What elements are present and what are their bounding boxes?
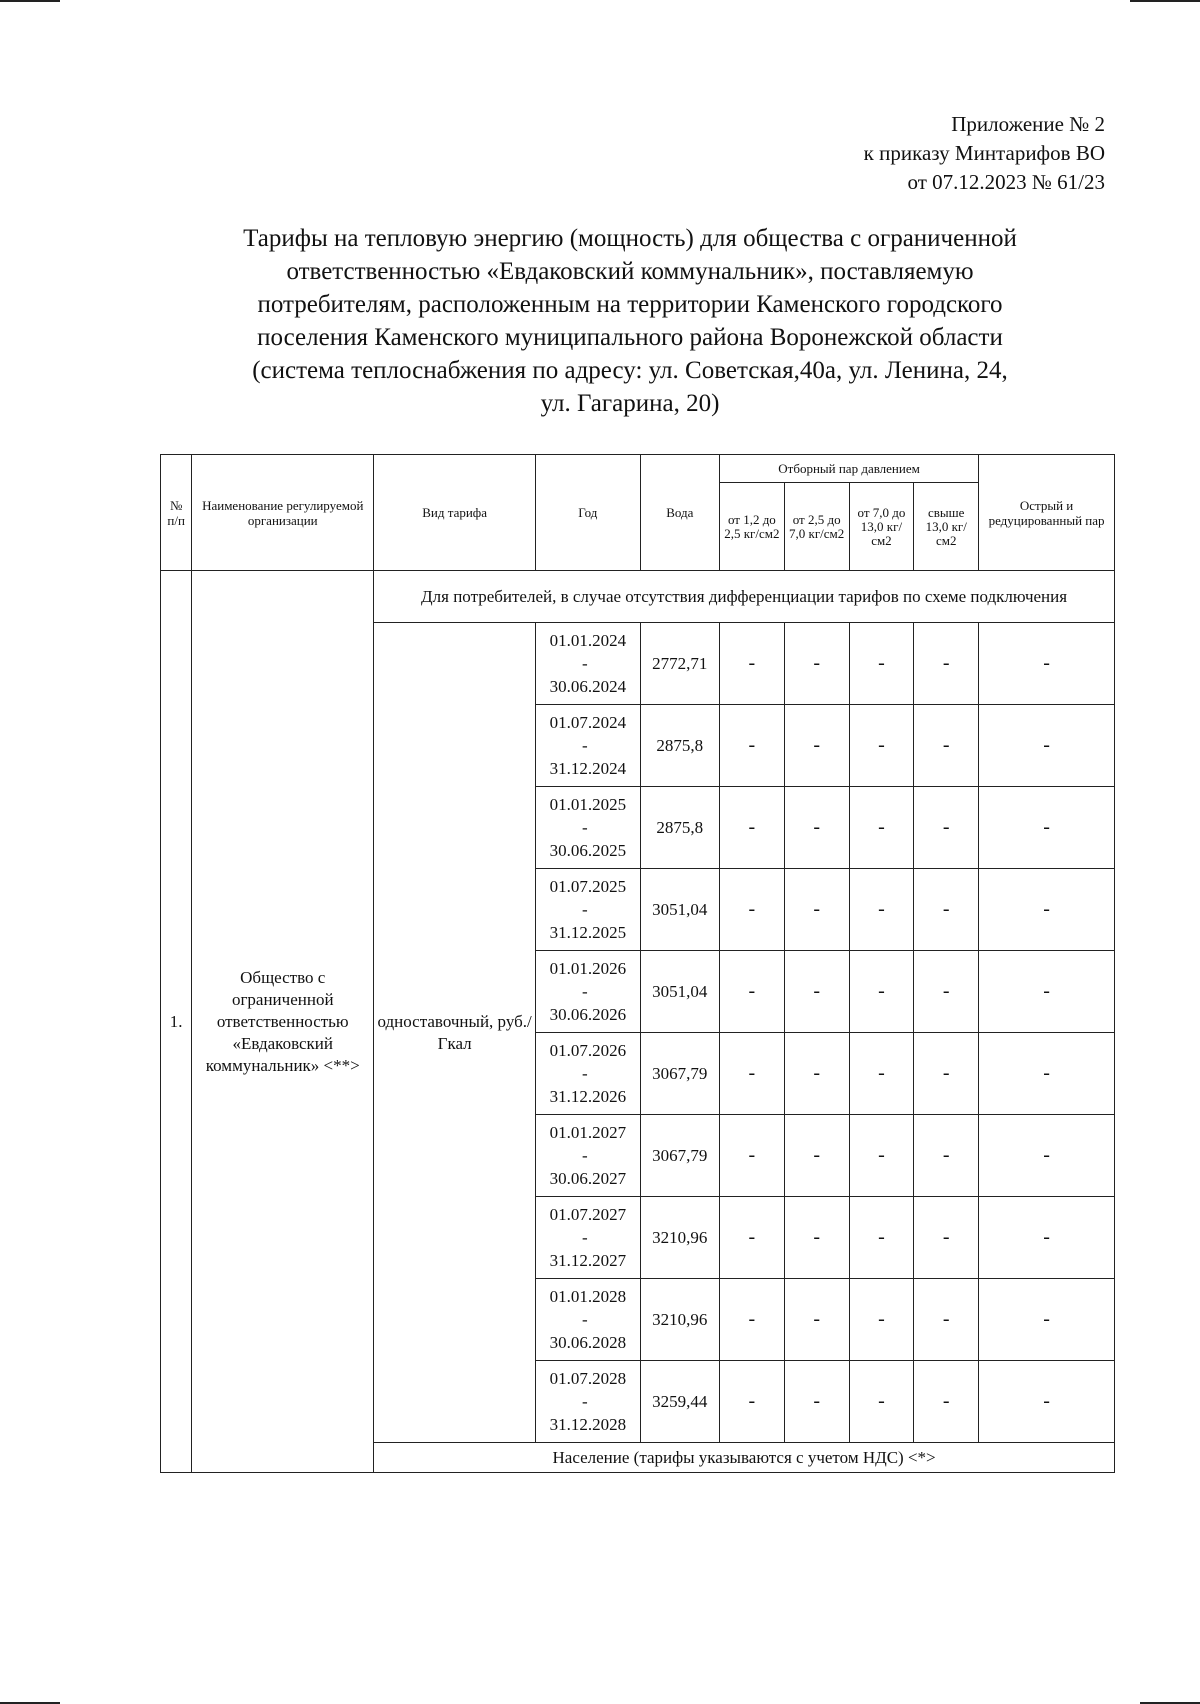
sharp-steam-value: - — [979, 1197, 1115, 1279]
header-pressure-3: от 7,0 до 13,0 кг/см2 — [849, 483, 914, 571]
period-separator: - — [582, 982, 588, 1001]
header-kind: Вид тарифа — [374, 455, 536, 571]
header-num: № п/п — [161, 455, 192, 571]
period-separator: - — [582, 900, 588, 919]
section-no-differentiation: Для потребителей, в случае отсутствия дифференциации тарифов по схеме подключения — [374, 571, 1115, 623]
water-tariff-value: 2875,8 — [640, 705, 719, 787]
header-sharp-steam: Острый и редуцированный пар — [979, 455, 1115, 571]
sharp-steam-value: - — [979, 869, 1115, 951]
period-cell — [536, 869, 640, 951]
period-cell — [536, 787, 640, 869]
pressure-2-value: - — [784, 1115, 849, 1197]
pressure-3-value: - — [849, 1197, 914, 1279]
period-separator: - — [582, 1146, 588, 1165]
period-separator: - — [582, 736, 588, 755]
sharp-steam-value: - — [979, 1279, 1115, 1361]
period-cell — [536, 1279, 640, 1361]
pressure-3-value: - — [849, 951, 914, 1033]
title-line: поселения Каменского муниципального района Воронежской области — [257, 324, 1003, 351]
water-tariff-value: 3259,44 — [640, 1361, 719, 1443]
period-from: 01.01.2025 — [549, 795, 627, 814]
period-to: 31.12.2024 — [549, 759, 627, 778]
organization-name: Общество с ограниченной ответственностью «Евдаковский коммунальник» <**> — [192, 571, 374, 1473]
title-line: потребителям, расположенным на территории Каменского городского — [257, 291, 1003, 318]
page-corner-mark — [1130, 0, 1200, 10]
appendix-order-ref: к приказу Минтарифов ВО — [863, 141, 1105, 165]
pressure-1-value: - — [719, 705, 784, 787]
period-separator: - — [582, 1392, 588, 1411]
pressure-4-value: - — [914, 869, 979, 951]
pressure-3-value: - — [849, 1115, 914, 1197]
page-corner-mark — [0, 0, 60, 10]
title-line: ответственностью «Евдаковский коммунальник», поставляемую — [286, 258, 974, 285]
pressure-2-value: - — [784, 705, 849, 787]
pressure-2-value: - — [784, 1361, 849, 1443]
water-tariff-value: 2772,71 — [640, 623, 719, 705]
pressure-3-value: - — [849, 1033, 914, 1115]
period-to: 30.06.2025 — [549, 841, 627, 860]
pressure-4-value: - — [914, 1033, 979, 1115]
pressure-4-value: - — [914, 623, 979, 705]
header-water: Вода — [640, 455, 719, 571]
period-separator: - — [582, 1064, 588, 1083]
header-steam-group: Отборный пар давлением — [719, 455, 978, 483]
sharp-steam-value: - — [979, 1361, 1115, 1443]
pressure-4-value: - — [914, 1279, 979, 1361]
period-cell — [536, 1033, 640, 1115]
period-to: 30.06.2024 — [549, 677, 627, 696]
pressure-4-value: - — [914, 787, 979, 869]
pressure-4-value: - — [914, 1361, 979, 1443]
period-cell — [536, 951, 640, 1033]
period-to: 30.06.2028 — [549, 1333, 627, 1352]
appendix-order-date: от 07.12.2023 № 61/23 — [907, 170, 1105, 194]
period-to: 30.06.2027 — [549, 1169, 627, 1188]
water-tariff-value: 3210,96 — [640, 1197, 719, 1279]
water-tariff-value: 3067,79 — [640, 1033, 719, 1115]
document-title — [150, 222, 1110, 420]
title-line: ул. Гагарина, 20) — [540, 390, 720, 417]
period-separator: - — [582, 1228, 588, 1247]
period-separator: - — [582, 654, 588, 673]
title-line: Тарифы на тепловую энергию (мощность) для общества с ограниченной — [243, 225, 1017, 252]
period-separator: - — [582, 818, 588, 837]
appendix-number: Приложение № 2 — [951, 112, 1105, 136]
period-cell — [536, 1197, 640, 1279]
period-separator: - — [582, 1310, 588, 1329]
period-from: 01.01.2027 — [549, 1123, 627, 1142]
pressure-3-value: - — [849, 705, 914, 787]
pressure-4-value: - — [914, 705, 979, 787]
period-cell — [536, 705, 640, 787]
period-cell — [536, 1361, 640, 1443]
pressure-2-value: - — [784, 1197, 849, 1279]
pressure-3-value: - — [849, 869, 914, 951]
period-from: 01.07.2028 — [549, 1369, 627, 1388]
pressure-4-value: - — [914, 1197, 979, 1279]
pressure-3-value: - — [849, 623, 914, 705]
period-from: 01.01.2026 — [549, 959, 627, 978]
appendix-header — [864, 110, 1105, 197]
pressure-1-value: - — [719, 1197, 784, 1279]
pressure-4-value: - — [914, 1115, 979, 1197]
row-number: 1. — [161, 571, 192, 1473]
pressure-1-value: - — [719, 623, 784, 705]
sharp-steam-value: - — [979, 951, 1115, 1033]
period-from: 01.01.2024 — [549, 631, 627, 650]
pressure-2-value: - — [784, 1033, 849, 1115]
pressure-1-value: - — [719, 1361, 784, 1443]
period-to: 31.12.2025 — [549, 923, 627, 942]
header-pressure-4: свыше 13,0 кг/см2 — [914, 483, 979, 571]
period-cell — [536, 623, 640, 705]
pressure-2-value: - — [784, 1279, 849, 1361]
period-from: 01.07.2024 — [549, 713, 627, 732]
pressure-1-value: - — [719, 1115, 784, 1197]
period-to: 31.12.2027 — [549, 1251, 627, 1270]
period-from: 01.07.2027 — [549, 1205, 627, 1224]
header-pressure-1: от 1,2 до 2,5 кг/см2 — [719, 483, 784, 571]
sharp-steam-value: - — [979, 1033, 1115, 1115]
pressure-3-value: - — [849, 1279, 914, 1361]
period-cell — [536, 1115, 640, 1197]
water-tariff-value: 3051,04 — [640, 869, 719, 951]
water-tariff-value: 3051,04 — [640, 951, 719, 1033]
period-to: 30.06.2026 — [549, 1005, 627, 1024]
water-tariff-value: 2875,8 — [640, 787, 719, 869]
sharp-steam-value: - — [979, 705, 1115, 787]
pressure-1-value: - — [719, 1279, 784, 1361]
sharp-steam-value: - — [979, 623, 1115, 705]
pressure-2-value: - — [784, 787, 849, 869]
pressure-2-value: - — [784, 869, 849, 951]
pressure-2-value: - — [784, 951, 849, 1033]
header-pressure-2: от 2,5 до 7,0 кг/см2 — [784, 483, 849, 571]
pressure-2-value: - — [784, 623, 849, 705]
period-to: 31.12.2026 — [549, 1087, 627, 1106]
water-tariff-value: 3210,96 — [640, 1279, 719, 1361]
pressure-3-value: - — [849, 787, 914, 869]
pressure-1-value: - — [719, 787, 784, 869]
header-org: Наименование регулируемой организации — [192, 455, 374, 571]
header-year: Год — [536, 455, 640, 571]
page-corner-mark — [1140, 1694, 1200, 1704]
period-from: 01.07.2026 — [549, 1041, 627, 1060]
water-tariff-value: 3067,79 — [640, 1115, 719, 1197]
sharp-steam-value: - — [979, 787, 1115, 869]
pressure-1-value: - — [719, 869, 784, 951]
tariff-kind: одноставочный, руб./Гкал — [374, 623, 536, 1443]
sharp-steam-value: - — [979, 1115, 1115, 1197]
period-to: 31.12.2028 — [549, 1415, 627, 1434]
section-population: Население (тарифы указываются с учетом НДС) <*> — [374, 1443, 1115, 1473]
pressure-3-value: - — [849, 1361, 914, 1443]
period-from: 01.07.2025 — [549, 877, 627, 896]
title-line: (система теплоснабжения по адресу: ул. Советская,40а, ул. Ленина, 24, — [252, 357, 1008, 384]
pressure-1-value: - — [719, 1033, 784, 1115]
tariff-table — [160, 454, 1115, 1473]
pressure-1-value: - — [719, 951, 784, 1033]
period-from: 01.01.2028 — [549, 1287, 627, 1306]
page-corner-mark — [0, 1694, 60, 1704]
pressure-4-value: - — [914, 951, 979, 1033]
